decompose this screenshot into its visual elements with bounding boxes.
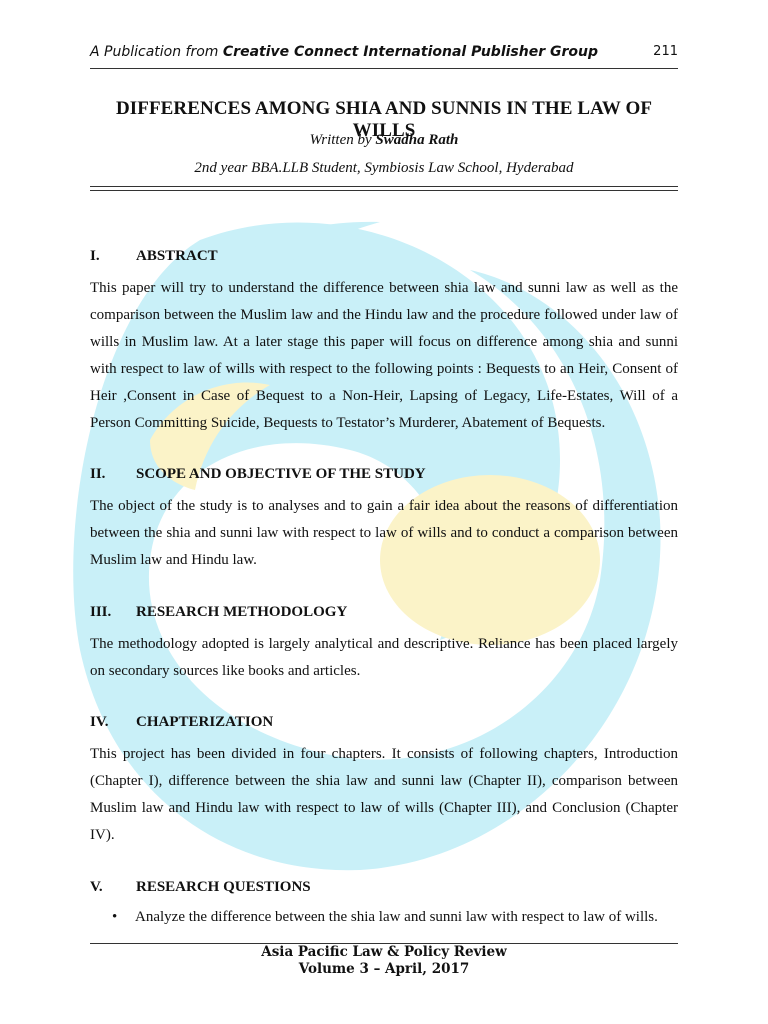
section-number: III.: [90, 604, 112, 620]
author-affiliation: 2nd year BBA.LLB Student, Symbiosis Law School, Hyderabad: [194, 160, 574, 176]
written-by-label: Written by: [309, 132, 372, 148]
section-number: II.: [90, 466, 106, 482]
section-heading: [90, 248, 678, 270]
list-item: [90, 909, 678, 926]
section-paragraph: This project has been divided in four chapters. It consists of following chapters, Introduction (Chapter I), difference between the shia law and sunni law (Chapter II), comparison between Muslim law and Hindu law with respect to law of wills (Chapter III), and Conclusion (Chapter IV).: [90, 746, 678, 843]
title-double-rule: [90, 186, 678, 191]
section-abstract: [90, 248, 678, 437]
page-number: 211: [653, 44, 678, 59]
volume-issue: Volume 3 – April, 2017: [298, 961, 470, 977]
publisher-name: Creative Connect International Publisher Group: [222, 44, 599, 60]
page-footer: [90, 944, 678, 978]
section-scope: [90, 466, 678, 574]
section-heading: [90, 466, 678, 488]
journal-name: Asia Pacific Law & Policy Review: [261, 944, 507, 960]
section-research-questions: [90, 879, 678, 926]
article-title: DIFFERENCES AMONG SHIA AND SUNNIS IN THE LAW OF WILLS: [115, 98, 653, 141]
byline: [90, 132, 678, 149]
section-heading: [90, 714, 678, 736]
section-title: RESEARCH METHODOLOGY: [136, 604, 348, 620]
section-heading: [90, 879, 678, 901]
section-heading: [90, 604, 678, 626]
section-paragraph: The methodology adopted is largely analytical and descriptive. Reliance has been placed largely on secondary sources like books and articles.: [90, 636, 678, 679]
section-methodology: [90, 604, 678, 685]
section-paragraph: This paper will try to understand the difference between shia law and sunni law as well as the comparison between the Muslim law and the Hindu law and the procedure followed under law of wills in Muslim law. At a later stage this paper will focus on difference among shia and sunni with respect to law of wills with respect to the following points : Bequests to an Heir, Consent of Heir ,Consent in Case of Bequest to a Non-Heir, Lapsing of Legacy, Life-Estates, Will of a Person Committing Suicide, Bequests to Testator’s Murderer, Abatement of Bequests.: [90, 280, 678, 431]
section-title: SCOPE AND OBJECTIVE OF THE STUDY: [136, 466, 426, 482]
section-number: V.: [90, 879, 103, 895]
section-title: RESEARCH QUESTIONS: [136, 879, 311, 895]
author-name: Swadha Rath: [375, 132, 459, 148]
publication-prefix: A Publication from: [90, 44, 219, 60]
bullet-icon: •: [112, 909, 118, 925]
header-rule: [90, 68, 678, 69]
running-header: [90, 44, 678, 66]
section-number: I.: [90, 248, 100, 264]
list-item-text: Analyze the difference between the shia law and sunni law with respect to law of wills.: [135, 909, 658, 925]
section-chapterization: [90, 714, 678, 849]
section-title: CHAPTERIZATION: [136, 714, 274, 730]
section-title: ABSTRACT: [136, 248, 218, 264]
section-number: IV.: [90, 714, 109, 730]
section-paragraph: The object of the study is to analyses and to gain a fair idea about the reasons of differentiation between the shia and sunni law with respect to law of wills and to conduct a comparison between Muslim law and Hindu law.: [90, 498, 678, 568]
